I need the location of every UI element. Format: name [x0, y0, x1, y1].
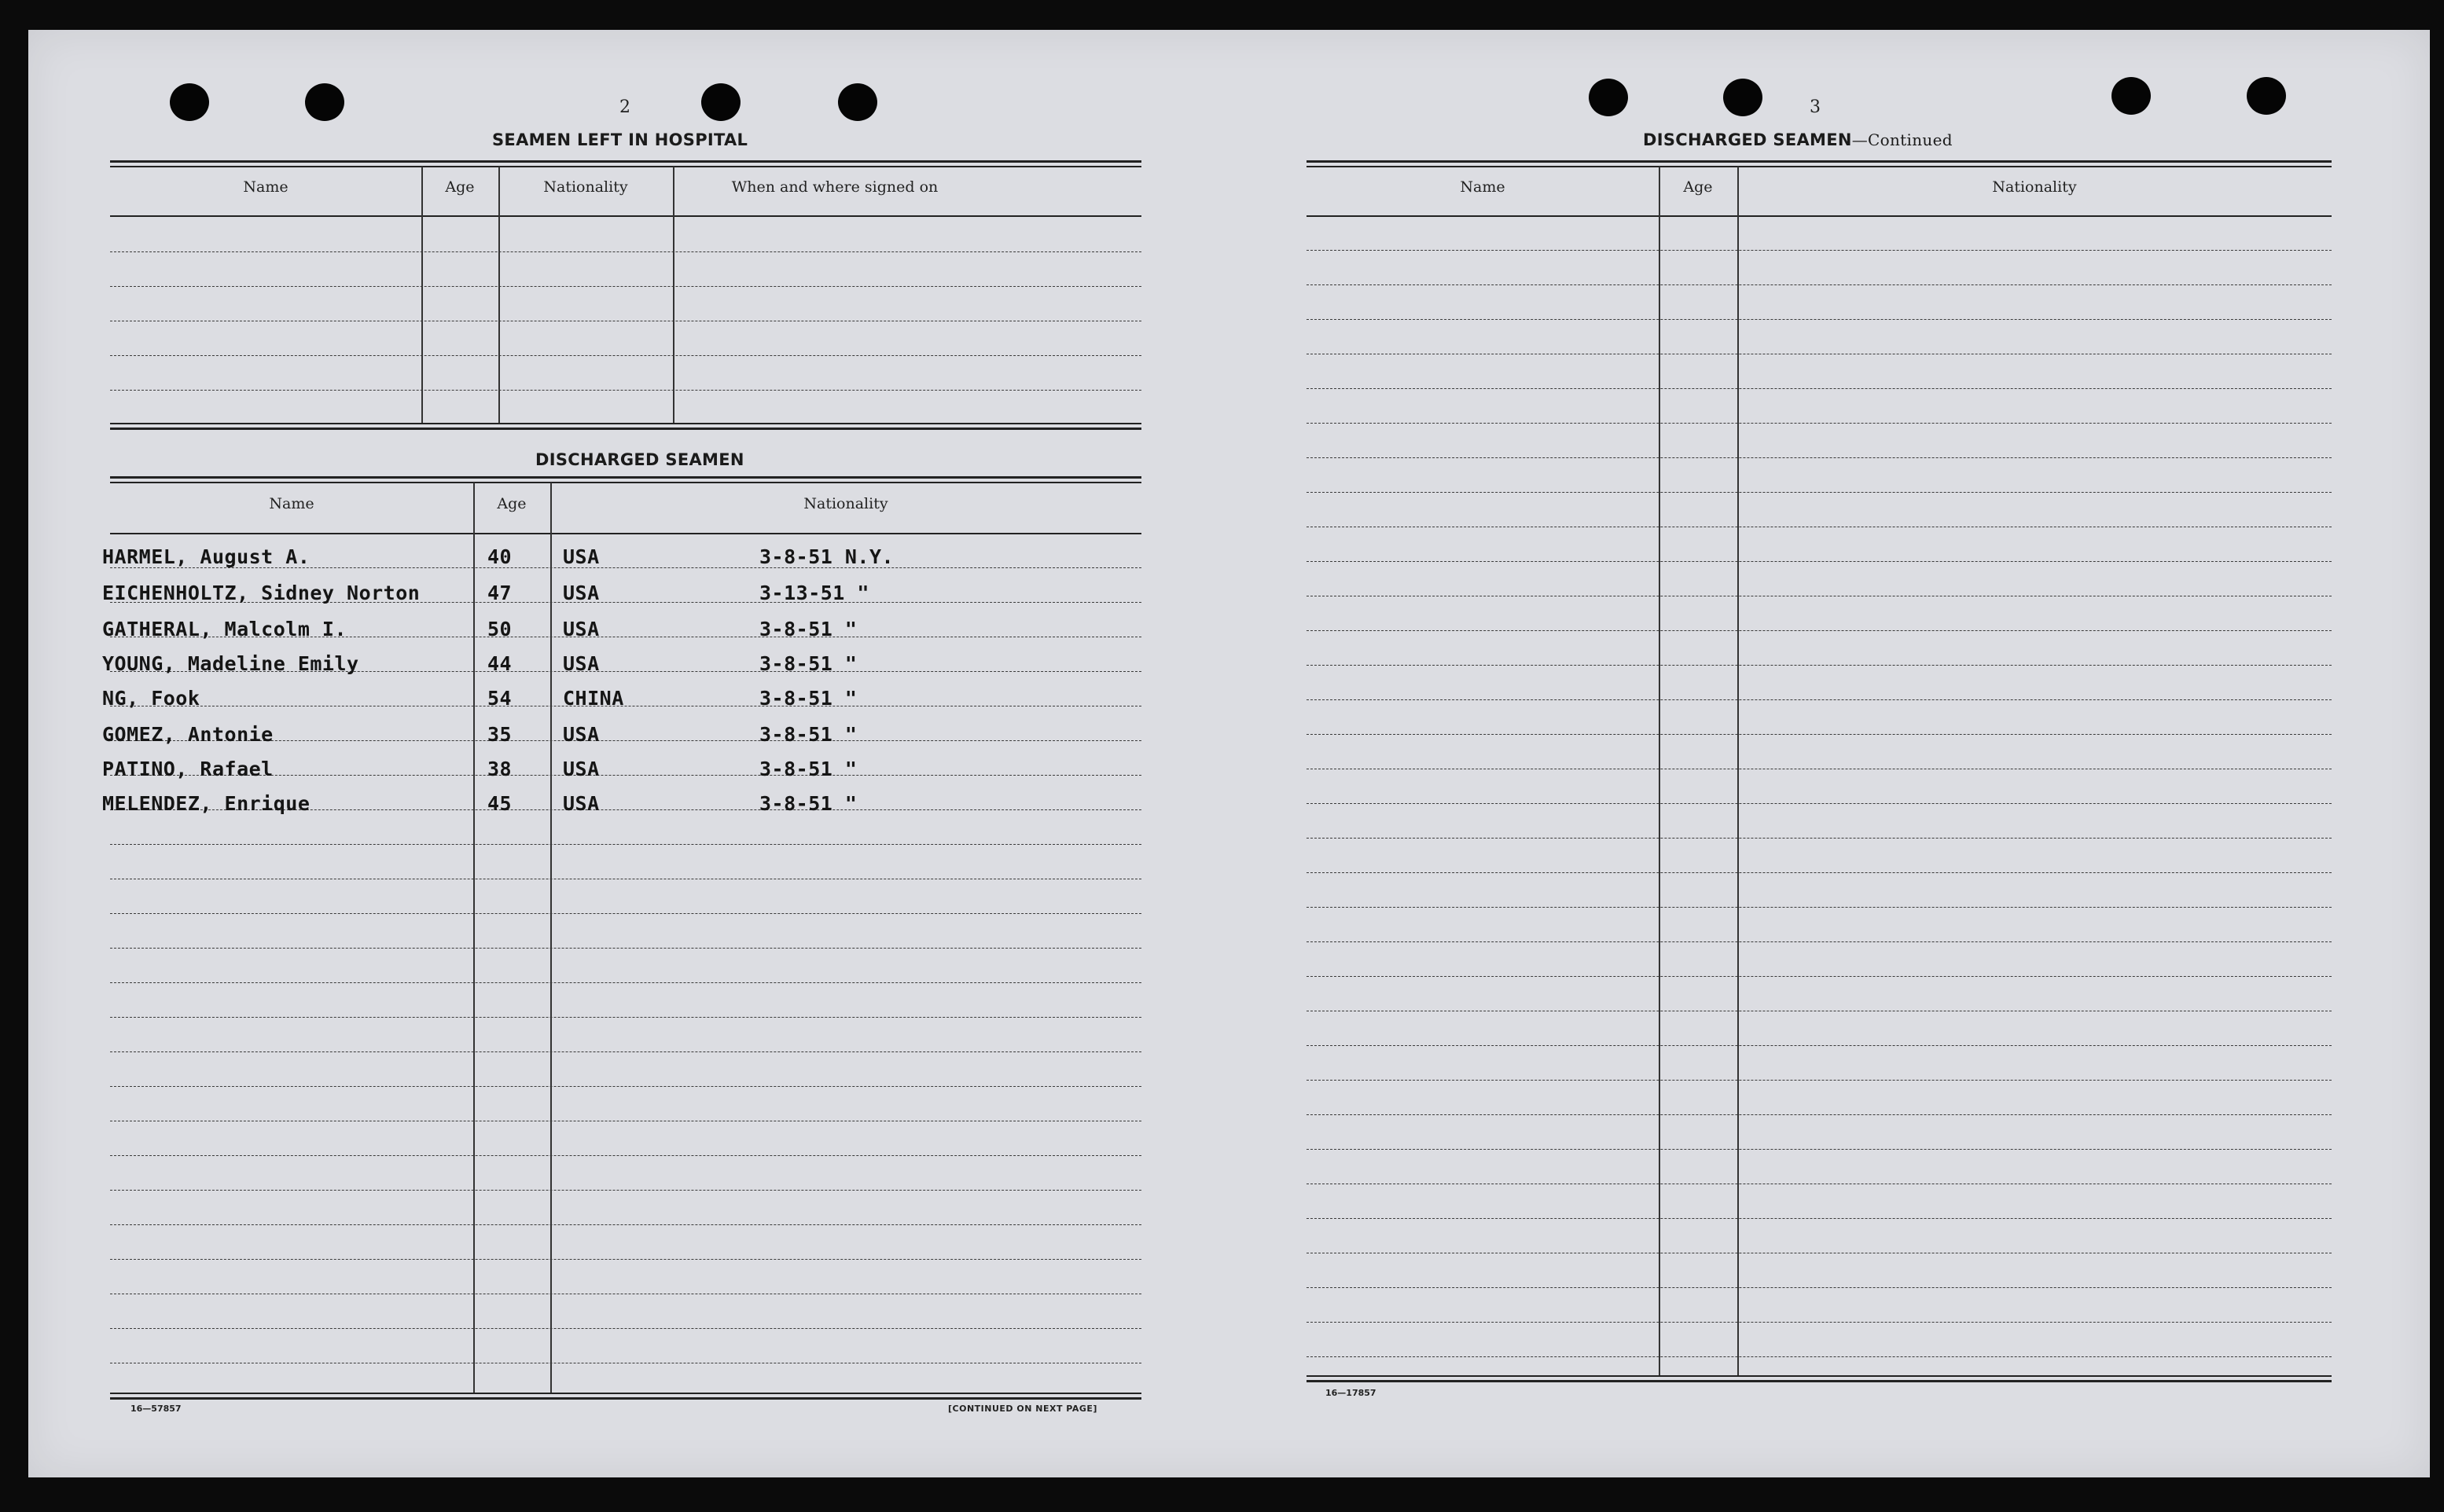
row-line [110, 948, 1141, 949]
row-signed-on: 3-8-51 " [759, 792, 858, 815]
punch-hole [838, 83, 877, 121]
row-line [1307, 907, 2332, 908]
row-age: 50 [487, 618, 513, 640]
row-age: 47 [487, 582, 513, 604]
row-line [1307, 665, 2332, 666]
row-line [110, 1259, 1141, 1260]
table-bottom-rule [1307, 1380, 2332, 1382]
row-line [110, 913, 1141, 914]
row-line [110, 1086, 1141, 1087]
row-line [110, 1155, 1141, 1156]
table-bottom-rule [110, 423, 1141, 424]
right-title-text: DISCHARGED SEAMEN [1643, 130, 1852, 149]
page-number-left: 2 [619, 97, 630, 117]
row-line [1307, 803, 2332, 804]
row-line [1307, 1080, 2332, 1081]
column-divider [673, 167, 674, 423]
row-age: 38 [487, 758, 513, 780]
row-signed-on: 3-8-51 " [759, 723, 858, 746]
row-nationality: USA [563, 758, 600, 780]
table-top-rule [110, 476, 1141, 479]
row-signed-on: 3-8-51 " [759, 687, 858, 710]
table-top-rule [1307, 160, 2332, 163]
row-name: YOUNG, Madeline Emily [102, 652, 359, 675]
row-line [1307, 561, 2332, 562]
column-header: When and where signed on [731, 178, 939, 196]
row-line [1307, 872, 2332, 873]
row-name: HARMEL, August A. [102, 545, 311, 568]
row-line [1307, 941, 2332, 942]
row-signed-on: 3-8-51 " [759, 618, 858, 640]
column-divider [498, 167, 500, 423]
hospital-section-title: SEAMEN LEFT IN HOSPITAL [492, 130, 748, 149]
table-bottom-rule [110, 428, 1141, 430]
row-line [1307, 734, 2332, 735]
form-number-left: 16—57857 [130, 1404, 182, 1414]
row-line [1307, 492, 2332, 493]
right-title-suffix: —Continued [1851, 130, 1953, 149]
row-line [110, 251, 1141, 252]
table-bottom-rule [1307, 1375, 2332, 1377]
row-name: NG, Fook [102, 687, 200, 710]
row-line [110, 1224, 1141, 1225]
row-line [110, 355, 1141, 356]
column-header: Name [1460, 178, 1505, 196]
punch-hole [170, 83, 209, 121]
row-line [1307, 630, 2332, 631]
header-rule [1307, 215, 2332, 217]
table-bottom-rule [110, 1397, 1141, 1400]
column-header: Age [497, 495, 527, 512]
column-divider [473, 483, 475, 1393]
table-bottom-rule [110, 1393, 1141, 1394]
row-age: 40 [487, 545, 513, 568]
row-line [1307, 388, 2332, 389]
row-line [110, 1017, 1141, 1018]
row-nationality: USA [563, 545, 600, 568]
row-nationality: USA [563, 723, 600, 746]
row-line [1307, 838, 2332, 839]
row-nationality: USA [563, 652, 600, 675]
discharged-section-title: DISCHARGED SEAMEN [535, 450, 744, 469]
row-signed-on: 3-8-51 " [759, 758, 858, 780]
row-line [1307, 699, 2332, 700]
row-nationality: USA [563, 618, 600, 640]
row-nationality: USA [563, 792, 600, 815]
row-line [1307, 1218, 2332, 1219]
row-name: EICHENHOLTZ, Sidney Norton [102, 582, 421, 604]
manifest-page [28, 30, 2430, 1477]
row-line [1307, 423, 2332, 424]
right-page-title [1643, 130, 1953, 149]
header-rule [110, 215, 1141, 217]
punch-hole [305, 83, 344, 121]
table-top-rule [110, 166, 1141, 167]
row-age: 45 [487, 792, 513, 815]
row-line [110, 844, 1141, 845]
punch-hole [1589, 79, 1628, 116]
row-line [1307, 284, 2332, 285]
row-age: 44 [487, 652, 513, 675]
form-number-right: 16—17857 [1325, 1388, 1376, 1398]
row-line [1307, 1149, 2332, 1150]
row-nationality: CHINA [563, 687, 624, 710]
row-line [110, 982, 1141, 983]
punch-hole [701, 83, 741, 121]
row-line [1307, 1045, 2332, 1046]
row-line [1307, 1356, 2332, 1357]
row-nationality: USA [563, 582, 600, 604]
punch-hole [2247, 77, 2286, 115]
column-divider [421, 167, 423, 423]
column-header: Nationality [803, 495, 888, 512]
header-rule [110, 533, 1141, 534]
table-top-rule [110, 160, 1141, 163]
row-name: GOMEZ, Antonie [102, 723, 274, 746]
table-top-rule [110, 482, 1141, 483]
column-header: Nationality [543, 178, 628, 196]
row-signed-on: 3-8-51 N.Y. [759, 545, 895, 568]
column-header: Name [243, 178, 289, 196]
row-signed-on: 3-13-51 " [759, 582, 869, 604]
row-age: 54 [487, 687, 513, 710]
row-line [1307, 976, 2332, 977]
row-name: MELENDEZ, Enrique [102, 792, 311, 815]
continued-footnote: [CONTINUED ON NEXT PAGE] [948, 1404, 1097, 1414]
column-header: Age [445, 178, 475, 196]
column-divider [1737, 167, 1739, 1375]
row-line [110, 1190, 1141, 1191]
column-header: Nationality [1992, 178, 2077, 196]
page-number-right: 3 [1810, 97, 1821, 117]
row-line [110, 1328, 1141, 1329]
row-line [1307, 319, 2332, 320]
row-line [1307, 457, 2332, 458]
row-age: 35 [487, 723, 513, 746]
column-divider [1659, 167, 1660, 1375]
row-signed-on: 3-8-51 " [759, 652, 858, 675]
row-name: PATINO, Rafael [102, 758, 274, 780]
column-header: Age [1683, 178, 1713, 196]
punch-hole [1723, 79, 1762, 116]
row-line [1307, 250, 2332, 251]
punch-hole [2111, 77, 2151, 115]
row-name: GATHERAL, Malcolm I. [102, 618, 347, 640]
table-top-rule [1307, 166, 2332, 167]
column-divider [550, 483, 552, 1393]
row-line [110, 1051, 1141, 1052]
row-line [110, 286, 1141, 287]
column-header: Name [269, 495, 314, 512]
row-line [1307, 1287, 2332, 1288]
row-line [1307, 1322, 2332, 1323]
row-line [110, 390, 1141, 391]
row-line [1307, 1114, 2332, 1115]
